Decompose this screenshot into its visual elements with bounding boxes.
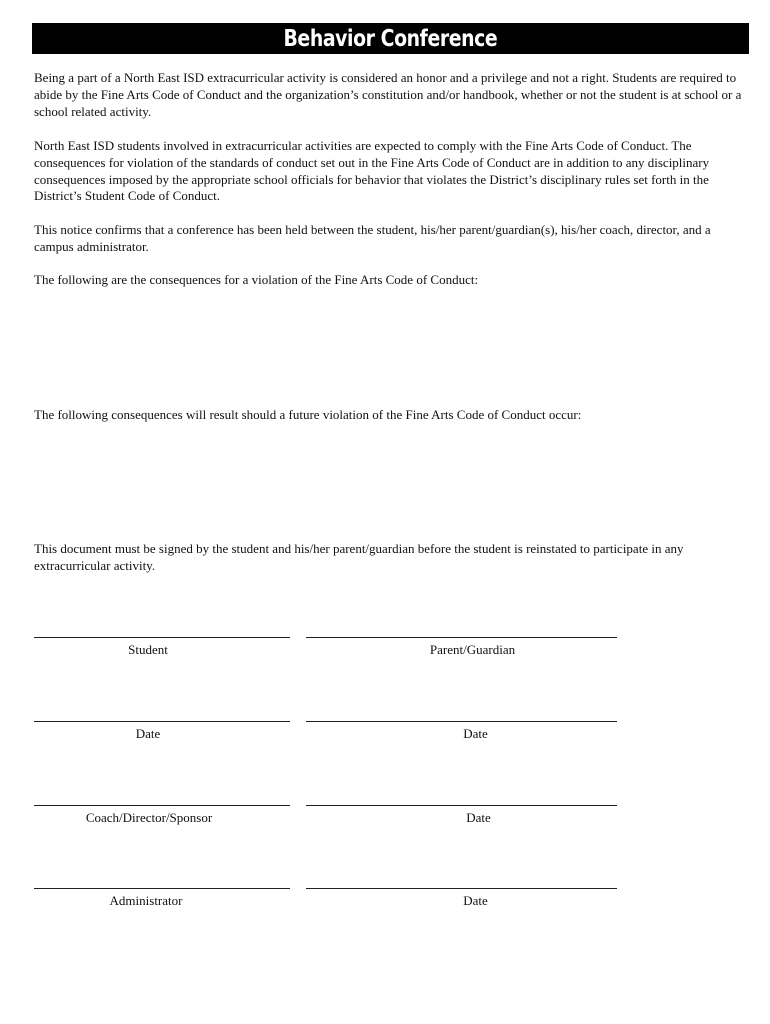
- coach-date-label: Date: [466, 810, 491, 825]
- coach-date-line[interactable]: [306, 805, 617, 806]
- administrator-signature-line[interactable]: [34, 888, 290, 889]
- code-of-conduct-paragraph: North East ISD students involved in extracurricular activities are expected to comply with the Fine Arts Code of Conduct. The consequences for violation of the standards of conduct set out in the Fine Arts Code of Conduct are in addition to any disciplinary consequences imposed by the appropriate school officials for behavior that violates the District’s disciplinary rules set forth in the District’s Student Code of Conduct.: [34, 138, 710, 204]
- administrator-date-label: Date: [463, 893, 488, 908]
- administrator-label: Administrator: [109, 893, 183, 908]
- title-bar: [32, 23, 749, 54]
- future-consequences-label: The following consequences will result should a future violation of the Fine Arts Code of Conduct occur:: [34, 407, 582, 422]
- conference-notice-paragraph: This notice confirms that a conference has been held between the student, his/her parent/guardian(s), his/her coach, director, and a campus administrator.: [34, 222, 711, 254]
- student-label: Student: [128, 642, 168, 657]
- current-consequences-label: The following are the consequences for a violation of the Fine Arts Code of Conduct:: [34, 272, 479, 287]
- parent-date-line[interactable]: [306, 721, 617, 722]
- parent-guardian-label: Parent/Guardian: [429, 642, 516, 657]
- student-date-line[interactable]: [34, 721, 290, 722]
- student-date-label: Date: [135, 726, 161, 741]
- parent-signature-line[interactable]: [306, 637, 617, 638]
- student-signature-line[interactable]: [34, 637, 290, 638]
- intro-paragraph: Being a part of a North East ISD extracurricular activity is considered an honor and a privilege and not a right. Students are required to abide by the Fine Arts Code of Conduct and the organization’s constitution and/or handbook, whether or not the student is at school or a school related activity.: [34, 70, 742, 119]
- coach-signature-line[interactable]: [34, 805, 290, 806]
- document-title: Behavior Conference: [283, 25, 498, 52]
- parent-date-label: Date: [463, 726, 488, 741]
- signature-requirement-paragraph: This document must be signed by the student and his/her parent/guardian before the student is reinstated to participate in any extracurricular activity.: [34, 541, 684, 573]
- administrator-date-line[interactable]: [306, 888, 617, 889]
- coach-director-sponsor-label: Coach/Director/Sponsor: [85, 810, 213, 825]
